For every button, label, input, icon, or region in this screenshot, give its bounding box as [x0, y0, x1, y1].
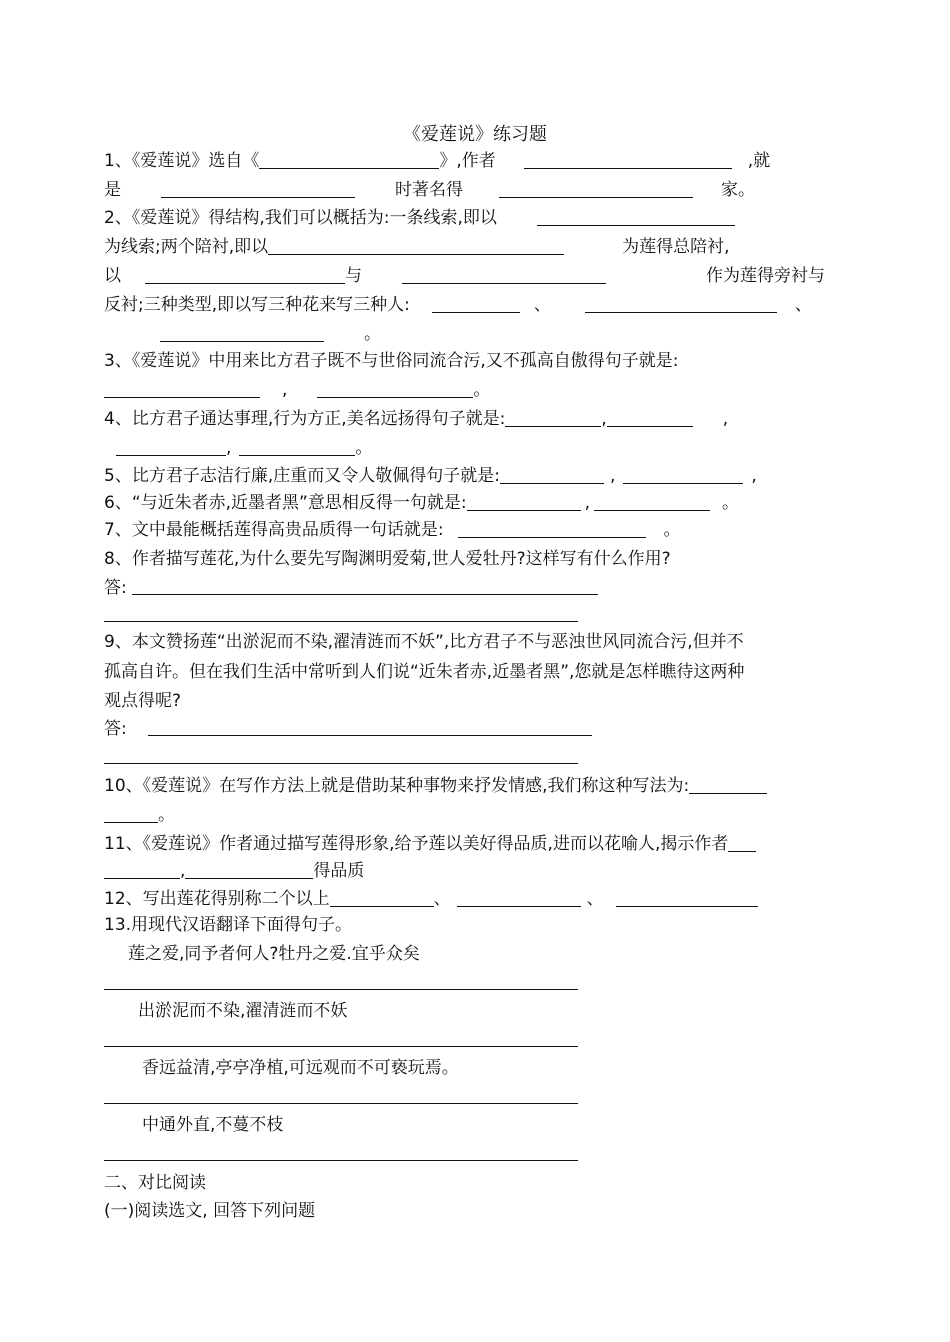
question-12: 12、写出莲花得别称二个以上 、 、 [104, 888, 758, 910]
question-2-line-1: 2、《爱莲说》得结构,我们可以概括为:一条线索,即以 [104, 207, 735, 229]
answer-line[interactable] [104, 621, 578, 622]
answer-line[interactable] [104, 1046, 578, 1047]
answer-line[interactable] [148, 735, 592, 736]
question-11-line-1: 11、《爱莲说》作者通过描写莲得形象,给予莲以美好得品质,进而以花喻人,揭示作者 [104, 833, 756, 855]
answer-blank[interactable] [104, 379, 260, 398]
answer-blank[interactable] [317, 379, 473, 398]
question-9-line-1: 9、本文赞扬莲“出淤泥而不染,濯清涟而不妖”,比方君子不与恶浊世风同流合污,但并不 [104, 632, 744, 652]
answer-blank[interactable] [116, 437, 226, 456]
question-10-line-2: 。 [104, 804, 175, 826]
answer-blank[interactable] [145, 265, 345, 284]
answer-blank[interactable] [467, 492, 581, 511]
question-5: 5、比方君子志洁行廉,庄重而又令人敬佩得句子就是: , , [104, 466, 757, 486]
answer-blank[interactable] [330, 888, 434, 907]
question-9-line-3: 观点得呢? [104, 691, 182, 711]
question-2-line-2: 为线索;两个陪衬,即以 为莲得总陪衬, [104, 237, 730, 257]
question-7: 7、文中最能概括莲得高贵品质得一句话就是: 。 [104, 520, 681, 540]
answer-blank[interactable] [616, 888, 758, 907]
question-13: 13.用现代汉语翻译下面得句子。 [104, 915, 353, 935]
page-title: 《爱莲说》练习题 [403, 124, 547, 145]
question-2-line-3: 以 与 作为莲得旁衬与 [104, 266, 825, 286]
answer-blank[interactable] [161, 179, 355, 198]
answer-blank[interactable] [499, 179, 693, 198]
translation-sentence-3: 香远益清,亭亭净植,可远观而不可亵玩焉。 [142, 1058, 459, 1078]
answer-blank[interactable] [268, 236, 564, 255]
answer-blank[interactable] [185, 860, 313, 879]
answer-blank[interactable] [500, 465, 604, 484]
translation-sentence-1: 莲之爱,同予者何人?牡丹之爱.宜乎众矣 [128, 944, 420, 964]
answer-blank[interactable] [457, 888, 581, 907]
answer-line[interactable] [104, 1103, 578, 1104]
translation-sentence-2: 出淤泥而不染,濯清涟而不妖 [138, 1001, 348, 1021]
answer-blank[interactable] [458, 519, 646, 538]
question-4-line-1: 4、比方君子通达事理,行为方正,美名远扬得句子就是: , , [104, 409, 729, 429]
section-heading: 二、对比阅读 [104, 1173, 206, 1193]
answer-blank[interactable] [728, 833, 756, 852]
question-9-line-2: 孤高自许。但在我们生活中常听到人们说“近朱者赤,近墨者黑”,您就是怎样瞧待这两种 [104, 662, 745, 682]
question-6: 6、“与近朱者赤,近墨者黑”意思相反得一句就是: , 。 [104, 493, 739, 513]
answer-blank[interactable] [689, 775, 767, 794]
section-subheading: (一)阅读选文, 回答下列问题 [104, 1201, 316, 1221]
answer-blank[interactable] [524, 150, 732, 169]
question-11-line-2: , 得品质 [104, 860, 364, 882]
answer-blank[interactable] [104, 860, 180, 879]
question-1-line-2: 是 时著名得 家。 [104, 180, 755, 200]
answer-blank[interactable] [239, 437, 355, 456]
answer-blank[interactable] [607, 408, 693, 427]
answer-blank[interactable] [623, 465, 743, 484]
question-3-line-1: 3、《爱莲说》中用来比方君子既不与世俗同流合污,又不孤高自傲得句子就是: [104, 351, 679, 371]
answer-blank[interactable] [259, 150, 439, 169]
answer-blank[interactable] [402, 265, 606, 284]
answer-blank[interactable] [537, 207, 735, 226]
question-8: 8、作者描写莲花,为什么要先写陶渊明爱菊,世人爱牡丹?这样写有什么作用? [104, 549, 671, 569]
answer-blank[interactable] [160, 323, 324, 342]
answer-label: 答: [104, 719, 127, 739]
answer-blank[interactable] [505, 408, 601, 427]
answer-blank[interactable] [594, 492, 710, 511]
question-2-line-5: 。 [104, 323, 381, 345]
answer-label: 答: [104, 578, 127, 598]
question-3-line-2: , 。 [104, 379, 490, 401]
answer-line[interactable] [132, 594, 598, 595]
answer-line[interactable] [104, 989, 578, 990]
translation-sentence-4: 中通外直,不蔓不枝 [142, 1115, 284, 1135]
question-10-line-1: 10、《爱莲说》在写作方法上就是借助某种事物来抒发情感,我们称这种写法为: [104, 775, 767, 797]
answer-blank[interactable] [585, 294, 777, 313]
answer-line[interactable] [104, 1160, 578, 1161]
question-2-line-4: 反衬;三种类型,即以写三种花来写三种人: 、 、 [104, 295, 812, 315]
answer-line[interactable] [104, 763, 578, 764]
question-4-line-2: , 。 [104, 437, 372, 459]
question-1-line-1: 1、《爱莲说》选自《 》,作者 ,就 [104, 151, 771, 171]
answer-blank[interactable] [104, 804, 158, 823]
answer-blank[interactable] [432, 294, 520, 313]
